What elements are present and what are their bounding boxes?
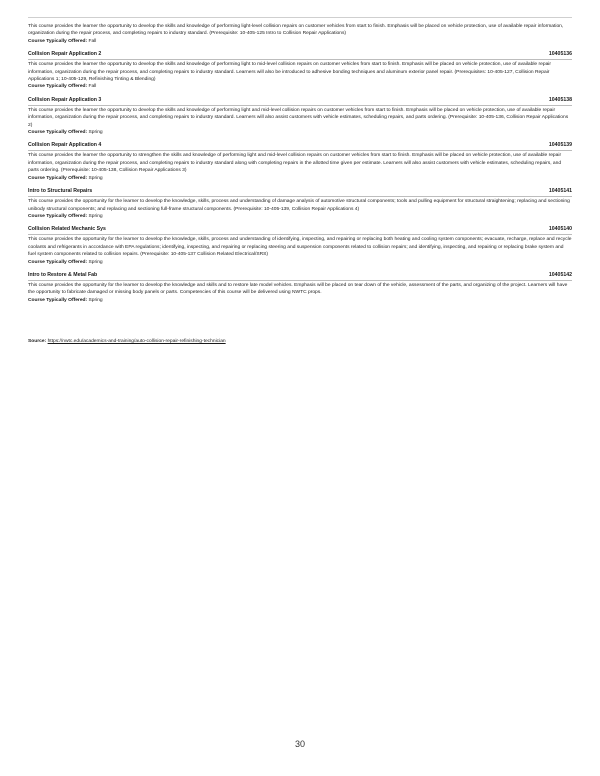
- course-code: 10405136: [548, 51, 572, 58]
- course-entry-intro: [28, 23, 572, 45]
- course-offered-value: Fall: [88, 84, 97, 90]
- course-offered: [28, 213, 572, 220]
- course-title: Collision Repair Application 3: [28, 96, 102, 103]
- course-offered-label: Course Typically Offered:: [28, 130, 88, 136]
- course-description: This course provides the opportunity for the learner to develop the knowledge, skills, process and understanding of identifying, inspecting, and repairing or replacing both heating and cooling system components; evacuate, recharge, replace and recycle coolants and refrigerants in accordance with EPA regulations; identifying, inspecting, and repairing or replacing steering and suspension components related to collision repairs; and identifying, inspecting, and repairing or replacing brake system and fuel system components related to collision repairs. (Prerequisite: 10-405-137 Collision Related Electrical/SRS): [28, 237, 572, 258]
- course-description: This course provides the opportunity for the learner to develop the knowledge, skills, process and understanding of damage analysis of automotive structural components; tools and pulling equipment for structural straightening; replacing and sectioning unibody structural components; and replacing and sectioning full-frame structural components. (Prerequisite: 10-405-139, Collision Repair Applications 4): [28, 199, 570, 212]
- course-code: 10405140: [548, 226, 572, 233]
- course-entry: [28, 51, 572, 91]
- course-code: 10405141: [548, 188, 572, 195]
- course-entry: [28, 188, 572, 220]
- course-list: [28, 23, 572, 345]
- course-title: Collision Related Mechanic Sys: [28, 226, 106, 233]
- course-header: [28, 226, 572, 235]
- course-entry: [28, 142, 572, 182]
- course-title: Intro to Structural Repairs: [28, 188, 93, 195]
- course-header: [28, 188, 572, 197]
- course-description: This course provides the opportunity for the learner to develop the knowledge and skills and to restore late model vehicles. Emphasis will be placed on tear down of the vehicle, assessment of the parts, and organizing of the project. Learners will have the opportunity to fabricate damaged or missing body panels or parts. Competencies of this course will be delivered using NWTC props.: [28, 282, 568, 296]
- course-entry: [28, 272, 572, 304]
- course-entry: [28, 97, 572, 137]
- course-offered: [28, 83, 572, 90]
- course-offered-value: Spring: [88, 213, 103, 219]
- course-title: Collision Repair Application 2: [28, 51, 102, 58]
- course-code: 10405142: [548, 271, 572, 278]
- course-description: This course provides the learner the opportunity to develop the skills and knowledge of performing light-level collision repairs on customer vehicles from start to finish. Emphasis will be placed on vehicle protection, use of available repair information, organization during the repair process, and completing repairs to industry standard. (Prerequisite: 10-405-125 Intro to Collision Repair Applications): [28, 24, 564, 37]
- top-divider: [28, 17, 572, 18]
- course-offered-label: Course Typically Offered:: [28, 84, 88, 90]
- course-header: [28, 142, 572, 151]
- course-offered-label: Course Typically Offered:: [28, 297, 88, 303]
- course-offered-label: Course Typically Offered:: [28, 259, 88, 265]
- course-description: This course provides the learner the opportunity to develop the skills and knowledge of performing light and mid-level collision repairs on customer vehicles from start to finish. Emphasis will be placed on vehicle protection, use of available repair information, organization during the repair process, and completing repairs to industry standard. Learners will also assist customers with vehicle estimates, scheduling repairs, and parts ordering. (Prerequisite: 10-405-136, Collision Repair Applications 2): [28, 107, 569, 128]
- course-offered: [28, 129, 572, 136]
- course-offered: [28, 38, 572, 45]
- course-title: Intro to Restore & Metal Fab: [28, 271, 98, 278]
- course-title: Collision Repair Application 4: [28, 142, 102, 149]
- source-label: Source:: [28, 339, 47, 345]
- course-code: 10405139: [548, 142, 572, 149]
- page-number: 30: [294, 739, 305, 749]
- course-offered: [28, 259, 572, 266]
- course-header: [28, 272, 572, 281]
- course-offered: [28, 175, 572, 182]
- course-offered-label: Course Typically Offered:: [28, 213, 88, 219]
- course-description: This course provides the learner the opportunity to develop the skills and knowledge of performing light to mid-level collision repairs on customer vehicles from start to finish. Emphasis will be placed on vehicle protection, use of available repair information, organization during the repair process, and completing repairs to industry standard. Learners will also be introduced to adhesive bonding techniques and aluminum exterior panel repair. (Prerequisites: 10-405-127, Collision Repair Applications 1; 10-405-129, Refinishing Tinting & Blending): [28, 62, 552, 83]
- course-header: [28, 97, 572, 106]
- course-offered-value: Spring: [88, 297, 103, 303]
- course-entry: [28, 226, 572, 266]
- course-header: [28, 51, 572, 60]
- course-offered-value: Spring: [88, 259, 103, 265]
- course-offered-label: Course Typically Offered:: [28, 38, 88, 44]
- course-offered-value: Spring: [88, 175, 103, 181]
- course-offered-value: Spring: [88, 130, 103, 136]
- source-link[interactable]: https://nwtc.edu/academics-and-training/auto-collision-repair-refinishing-technician: [47, 339, 226, 345]
- course-description: This course provides the learner the opportunity to strengthen the skills and knowledge of performing light and mid-level collision repairs on customer vehicles from start to finish. Emphasis will be placed on vehicle protection, use of available repair information, organization during the repair process, and completing repairs to industry standard along with completing repairs in the allotted time given per estimate. Learners will also assist customers with vehicle estimates, scheduling repairs, and parts ordering. (Prerequisite: 10-405-138, Collision Repair Applications 3): [28, 153, 562, 174]
- course-offered-label: Course Typically Offered:: [28, 175, 88, 181]
- course-offered: [28, 297, 572, 304]
- source-citation: [28, 338, 572, 345]
- course-code: 10405138: [548, 96, 572, 103]
- course-offered-value: Fall: [88, 38, 97, 44]
